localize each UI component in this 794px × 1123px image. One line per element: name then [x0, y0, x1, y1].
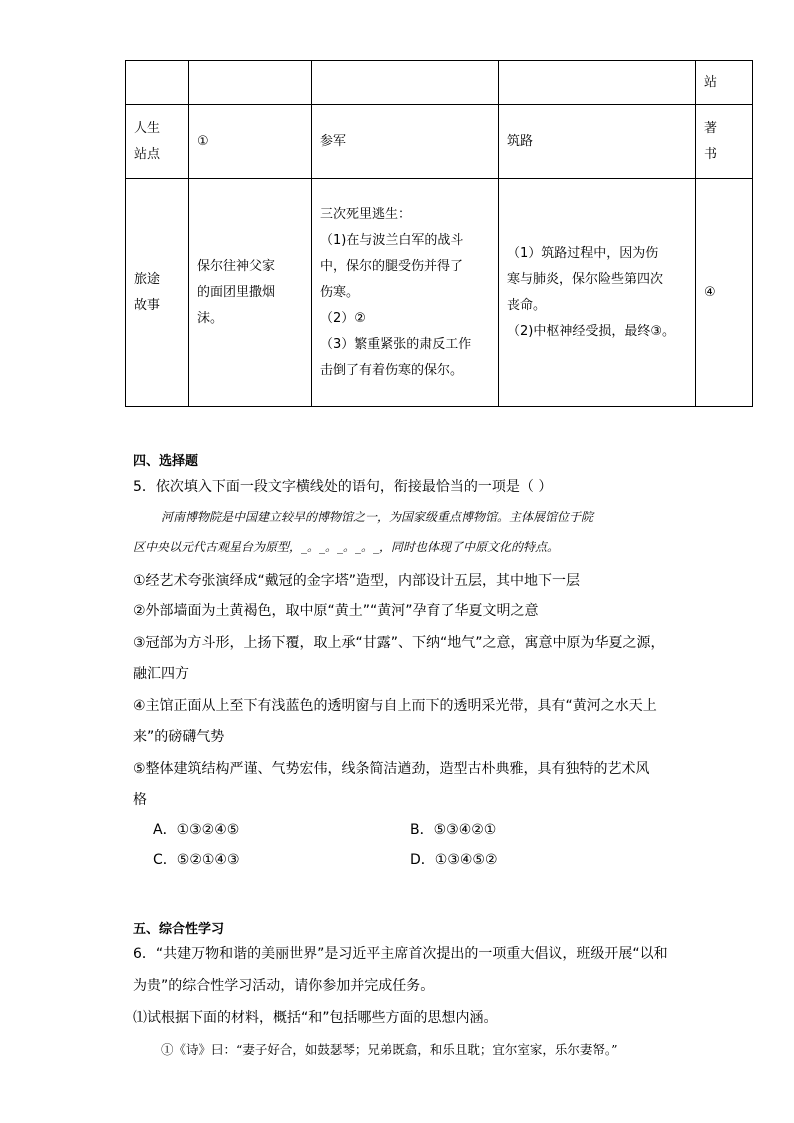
- cell-text: （1）筑路过程中，因为伤: [507, 245, 659, 261]
- sentence-item: ③冠部为方斗形，上扬下覆，取上承“甘露”、下纳“地气”之意，寓意中原为华夏之源，: [133, 635, 665, 651]
- sentence-item: 融汇四方: [133, 666, 189, 682]
- sentence-item: ④主馆正面从上至下有浅蓝色的透明窗与自上而下的透明采光带，具有“黄河之水天上: [133, 698, 657, 714]
- option-d[interactable]: D．①③④⑤②: [410, 852, 498, 868]
- cell-text: 三次死里逃生：: [320, 206, 412, 222]
- cell-text: （1)在与波兰白军的战斗: [320, 232, 464, 248]
- table-cell: [499, 61, 696, 105]
- cell-text: 丧命。: [507, 297, 547, 313]
- sentence-item: ①经艺术夸张演绎成“戴冠的金字塔”造型，内部设计五层，其中地下一层: [133, 573, 581, 589]
- cell-text: 著: [704, 120, 718, 136]
- quote-passage: 河南博物院是中国建立较早的博物馆之一，为国家级重点博物馆。主体展馆位于院: [161, 510, 594, 524]
- cell-text: 站点: [134, 146, 161, 162]
- table-cell: [189, 61, 312, 105]
- cell-text: （2）②: [320, 310, 366, 326]
- cell-text: 伤寒。: [320, 284, 360, 300]
- question-stem: 6．“共建万物和谐的美丽世界”是习近平主席首次提出的一项重大倡议，班级开展“以和: [133, 946, 668, 962]
- material-quote: ①《诗》曰：“妻子好合，如鼓瑟琴；兄弟既翕，和乐且耽；宜尔室家，乐尔妻帑。”: [161, 1042, 618, 1057]
- quote-passage: 区中央以元代古观星台为原型，_。_。_。_。_，同时也体现了中原文化的特点。: [133, 540, 560, 554]
- cell-text: 寒与肺炎，保尔险些第四次: [507, 271, 664, 287]
- option-c[interactable]: C．⑤②①④③: [153, 852, 240, 868]
- cell-text: 书: [704, 146, 718, 162]
- table-cell: [312, 105, 499, 179]
- table-cell: [696, 179, 753, 407]
- cell-text: 击倒了有着伤寒的保尔。: [320, 362, 464, 378]
- table-cell: [312, 61, 499, 105]
- table-cell: [696, 105, 753, 179]
- life-stations-table: [125, 60, 753, 407]
- table-cell: [189, 179, 312, 407]
- table-row: [126, 61, 753, 105]
- cell-text: 人生: [134, 120, 161, 136]
- cell-text: （2)中枢神经受损，最终③。: [507, 323, 675, 339]
- sub-question: ⑴试根据下面的材料，概括“和”包括哪些方面的思想内涵。: [133, 1010, 498, 1026]
- option-a[interactable]: A．①③②④⑤: [153, 822, 240, 838]
- question-stem: 5．依次填入下面一段文字横线处的语句，衔接最恰当的一项是（ ）: [133, 479, 553, 495]
- row-header-cell: [126, 179, 189, 407]
- sentence-item: ⑤整体建筑结构严谨、气势宏伟，线条简洁遒劲，造型古朴典雅，具有独特的艺术风: [133, 761, 650, 777]
- row-header-cell: [126, 105, 189, 179]
- question-stem: 为贵”的综合性学习活动，请你参加并完成任务。: [133, 978, 435, 994]
- section-heading: 五、综合性学习: [133, 922, 225, 937]
- cell-text: 保尔往神父家: [197, 258, 276, 274]
- cell-text: 参军: [320, 133, 347, 149]
- option-b[interactable]: B．⑤③④②①: [410, 822, 497, 838]
- sentence-item: 格: [133, 792, 147, 808]
- table-row: [126, 179, 753, 407]
- cell-text: 旅途: [134, 271, 161, 287]
- cell-text: 中，保尔的腿受伤并得了: [320, 258, 464, 274]
- cell-text: 沫。: [197, 310, 224, 326]
- section-heading: 四、选择题: [133, 454, 199, 469]
- blank-marker-1: ①: [197, 133, 209, 149]
- cell-text: 筑路: [507, 133, 534, 149]
- cell-text: （3）繁重紧张的肃反工作: [320, 336, 472, 352]
- blank-marker-4: ④: [704, 284, 716, 300]
- table-cell: [696, 61, 753, 105]
- sentence-item: 来”的磅礴气势: [133, 729, 225, 745]
- table-cell: [126, 61, 189, 105]
- sentence-item: ②外部墙面为土黄褐色，取中原“黄土”“黄河”孕育了华夏文明之意: [133, 603, 539, 619]
- table-cell: [189, 105, 312, 179]
- table-cell: [499, 179, 696, 407]
- cell-text: 站: [704, 74, 718, 90]
- table-row: [126, 105, 753, 179]
- table-cell: [312, 179, 499, 407]
- cell-text: 的面团里撒烟: [197, 284, 276, 300]
- table-cell: [499, 105, 696, 179]
- cell-text: 故事: [134, 297, 161, 313]
